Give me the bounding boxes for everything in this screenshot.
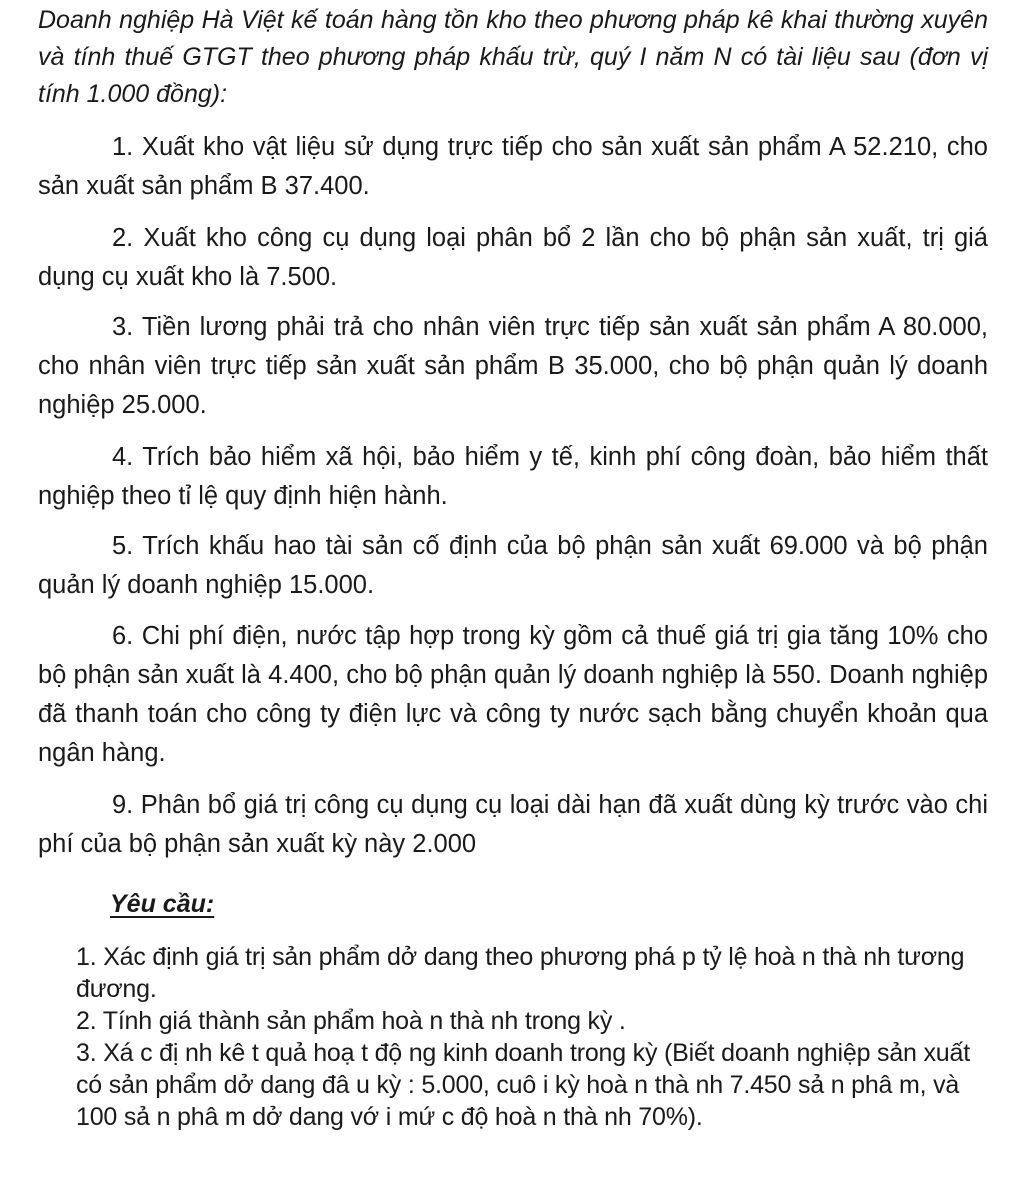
list-item: 2. Xuất kho công cụ dụng loại phân bổ 2 lần cho bộ phận sản xuất, trị giá dụng cụ xuất kho là 7.500. xyxy=(38,224,988,291)
list-item: 1. Xuất kho vật liệu sử dụng trực tiếp cho sản xuất sản phẩm A 52.210, cho sản xuất sản phẩm B 37.400. xyxy=(38,133,988,200)
list-item: 9. Phân bổ giá trị công cụ dụng cụ loại dài hạn đã xuất dùng kỳ trước vào chi phí của bộ phận sản xuất kỳ này 2.000 xyxy=(38,791,988,858)
requirements-list xyxy=(76,941,976,1133)
intro-paragraph: Doanh nghiệp Hà Việt kế toán hàng tồn kho theo phương pháp kê khai thường xuyên và tính thuế GTGT theo phương pháp khấu trừ, quý I năm N có tài liệu sau (đơn vị tính 1.000 đồng): xyxy=(38,6,988,108)
list-item: 6. Chi phí điện, nước tập hợp trong kỳ gồm cả thuế giá trị gia tăng 10% cho bộ phận sản xuất là 4.400, cho bộ phận quản lý doanh nghiệp là 550. Doanh nghiệp đã thanh toán cho công ty điện lực và công ty nước sạch bằng chuyển khoản qua ngân hàng. xyxy=(38,622,988,767)
list-item: 3. Tiền lương phải trả cho nhân viên trực tiếp sản xuất sản phẩm A 80.000, cho nhân viên trực tiếp sản xuất sản phẩm B 35.000, cho bộ phận quản lý doanh nghiệp 25.000. xyxy=(38,313,988,419)
requirement-item: 2. Tính giá thành sản phẩm hoà n thà nh trong kỳ . xyxy=(76,1007,626,1035)
list-item: 4. Trích bảo hiểm xã hội, bảo hiểm y tế, kinh phí công đoàn, bảo hiểm thất nghiệp theo tỉ lệ quy định hiện hành. xyxy=(38,443,988,510)
requirements-heading: Yêu cầu: xyxy=(110,890,215,918)
list-item: 5. Trích khấu hao tài sản cố định của bộ phận sản xuất 69.000 và bộ phận quản lý doanh nghiệp 15.000. xyxy=(38,532,988,599)
requirement-item: 1. Xác định giá trị sản phẩm dở dang theo phương phá p tỷ lệ hoà n thà nh tương đương. xyxy=(76,943,965,1003)
requirement-item: 3. Xá c đị nh kê t quả hoạ t độ ng kinh doanh trong kỳ (Biết doanh nghiệp sản xuất có sản phẩm dở dang đâ u kỳ : 5.000, cuô i kỳ hoà n thà nh 7.450 sả n phâ m, và 100 sả n phâ m dở dang vớ i mứ c độ hoà n thà nh 70%). xyxy=(76,1039,970,1131)
